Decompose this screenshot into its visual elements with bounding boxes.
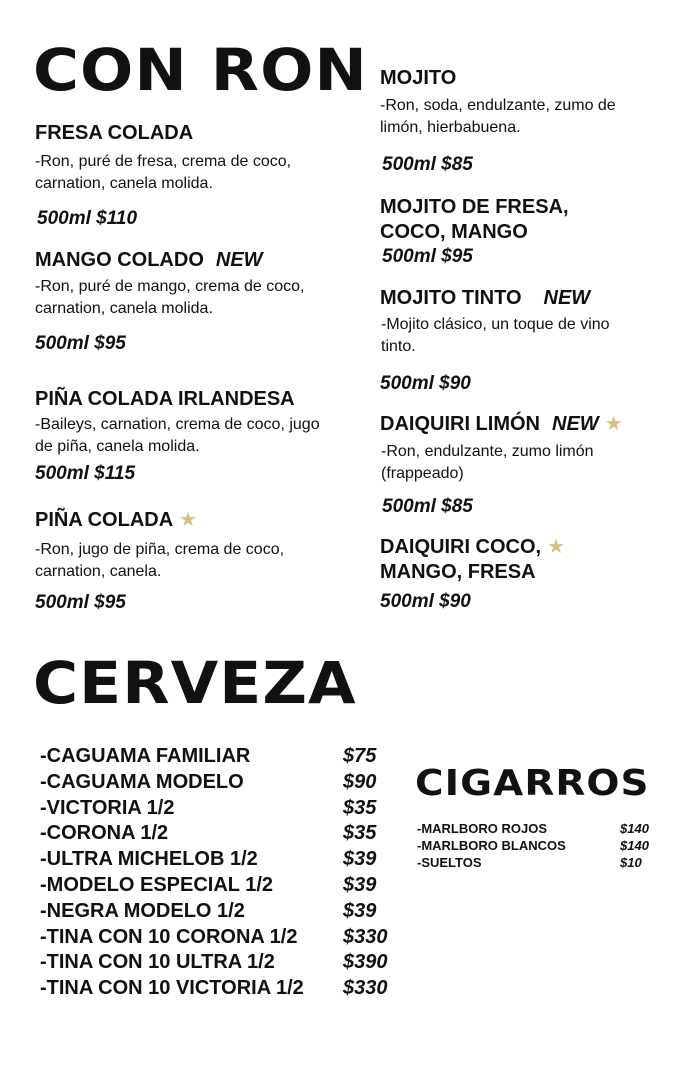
item-price: 500ml $95 <box>35 333 126 354</box>
beer-row <box>40 874 400 899</box>
item-name-row <box>380 287 590 310</box>
item-description: -Baileys, carnation, crema de coco, jugo de piña, canela molida. <box>35 416 320 455</box>
item-price: 500ml $85 <box>382 496 473 517</box>
new-badge: NEW <box>543 287 591 309</box>
item-description: -Ron, endulzante, zumo limón (frappeado) <box>381 443 594 482</box>
beer-price: $330 <box>343 977 388 1000</box>
cigar-row <box>417 821 667 838</box>
beer-row <box>40 977 400 1002</box>
beer-row <box>40 926 400 951</box>
item-description: -Ron, puré de mango, crema de coco, carnation, canela molida. <box>35 278 305 317</box>
item-name: DAIQUIRI LIMÓN <box>380 413 540 435</box>
beer-price: $39 <box>343 899 377 922</box>
beer-price: $390 <box>343 951 388 974</box>
beer-name: -MODELO ESPECIAL 1/2 <box>40 874 274 896</box>
beer-price: $330 <box>343 925 388 948</box>
star-icon: ★ <box>604 413 623 435</box>
item-name: PIÑA COLADA IRLANDESA <box>35 388 295 410</box>
item-name: PIÑA COLADA <box>35 509 174 531</box>
beer-row <box>40 745 400 770</box>
item-name-row <box>380 413 623 436</box>
cigar-price: $140 <box>620 838 649 853</box>
cigar-row <box>417 855 667 872</box>
item-description: -Ron, jugo de piña, crema de coco, carnation, canela. <box>35 541 285 580</box>
star-icon: ★ <box>179 509 198 531</box>
item-price: 500ml $95 <box>35 592 126 613</box>
beer-price: $39 <box>343 848 377 871</box>
beer-row <box>40 822 400 847</box>
beer-price: $35 <box>343 822 377 845</box>
star-icon: ★ <box>547 536 566 558</box>
beer-name: -CORONA 1/2 <box>40 822 169 845</box>
beer-name: -CAGUAMA MODELO <box>40 770 244 793</box>
beer-price: $75 <box>343 745 377 767</box>
beer-row <box>40 951 400 976</box>
item-name-row <box>35 249 263 272</box>
beer-name: -TINA CON 10 CORONA 1/2 <box>40 925 298 948</box>
beer-name: -NEGRA MODELO 1/2 <box>40 899 245 922</box>
section-title-cigarros: CIGARROS <box>415 763 650 804</box>
beer-row <box>40 771 400 796</box>
item-price: 500ml $95 <box>382 246 473 267</box>
beer-row <box>40 848 400 873</box>
item-name: DAIQUIRI COCO, <box>380 536 542 558</box>
item-name: MOJITO DE FRESA, COCO, MANGO <box>380 196 569 243</box>
item-name: MOJITO TINTO <box>380 287 522 309</box>
new-badge: NEW <box>552 413 599 435</box>
cigar-name: -MARLBORO ROJOS <box>417 821 547 836</box>
item-description: -Ron, soda, endulzante, zumo de limón, hierbabuena. <box>380 97 616 136</box>
new-badge: NEW <box>215 249 263 271</box>
item-name-line2: MANGO, FRESA <box>380 561 536 583</box>
item-price: 500ml $90 <box>380 591 471 612</box>
beer-name: -CAGUAMA FAMILIAR <box>40 745 251 767</box>
cigar-price: $140 <box>620 821 649 836</box>
item-description: -Ron, puré de fresa, crema de coco, carnation, canela molida. <box>35 153 292 192</box>
item-name: FRESA COLADA <box>35 122 194 144</box>
item-price: 500ml $110 <box>37 208 138 229</box>
cigar-name: -MARLBORO BLANCOS <box>417 838 566 853</box>
item-name-row <box>380 535 565 585</box>
beer-price: $90 <box>343 770 377 793</box>
beer-name: -VICTORIA 1/2 <box>40 796 175 819</box>
beer-row <box>40 797 400 822</box>
beer-price: $35 <box>343 796 377 819</box>
cigar-name: -SUELTOS <box>417 855 482 870</box>
beer-row <box>40 900 400 925</box>
item-name-row <box>35 509 197 532</box>
item-price: 500ml $90 <box>380 373 471 394</box>
beer-name: -TINA CON 10 ULTRA 1/2 <box>40 951 275 974</box>
item-price: 500ml $85 <box>382 154 473 175</box>
beer-name: -TINA CON 10 VICTORIA 1/2 <box>40 977 304 1000</box>
item-description: -Mojito clásico, un toque de vino tinto. <box>381 316 610 355</box>
section-title-cerveza: CERVEZA <box>33 649 357 717</box>
cigar-price: $10 <box>620 855 642 870</box>
beer-price: $39 <box>343 874 377 896</box>
item-name: MOJITO <box>380 67 457 89</box>
beer-name: -ULTRA MICHELOB 1/2 <box>40 848 258 871</box>
section-title-con-ron: CON RON <box>33 36 368 104</box>
item-name: MANGO COLADO <box>35 249 204 271</box>
item-price: 500ml $115 <box>35 463 136 484</box>
cigar-row <box>417 838 667 855</box>
